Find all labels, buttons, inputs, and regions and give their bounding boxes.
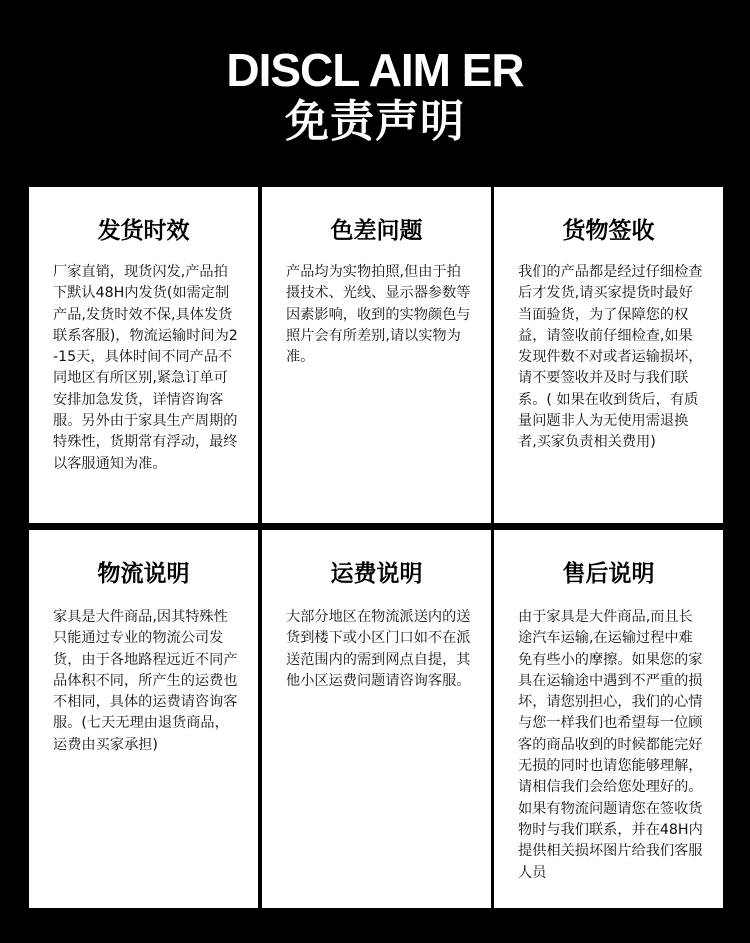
page-title-english: DISCL AIM ER (226, 44, 524, 96)
card-goods-receipt (494, 187, 723, 523)
header (0, 0, 750, 186)
card-shipping-time (29, 187, 258, 523)
card-body: 产品均为实物拍照,但由于拍摄技术、光线、显示器参数等因素影响，收到的实物颜色与照片会有所差别,请以实物为准。 (286, 264, 471, 366)
card-title: 售后说明 (562, 561, 655, 587)
card-title: 色差问题 (330, 218, 423, 244)
card-title: 物流说明 (97, 561, 190, 587)
card-freight (262, 530, 491, 908)
card-title: 发货时效 (97, 218, 190, 244)
page-title-chinese: 免责声明 (285, 96, 465, 147)
card-color-difference (262, 187, 491, 523)
card-body: 由于家具是大件商品,而且长途汽车运输,在运输过程中难免有些小的摩擦。如果您的家具在运输途中遇到不严重的损坏，请您别担心，我们的心情与您一样我们也希望每一位顾客的商品收到的时候都能完好无损的同时也请您能够理解，请相信我们会给您处理好的。如果有物流问题请您在签收货物时与我们联系，并在48H内提供相关损坏图片给我们客服人员 (518, 609, 703, 881)
card-body: 厂家直销，现货闪发,产品拍下默认48H内发货(如需定制产品,发货时效不保,具体发货联系客服)，物流运输时间为2-15天，具体时间不同产品不同地区有所区别,紧急订单可安排加急发货，详情咨询客服。另外由于家具生产周期的特殊性，货期常有浮动，最终以客服通知为准。 (53, 264, 238, 472)
card-title: 运费说明 (330, 561, 423, 587)
card-body: 家具是大件商品,因其特殊性只能通过专业的物流公司发货，由于各地路程远近不同产品体积不同，所产生的运费也不相同，具体的运费请咨询客服。(七天无理由退货商品，运费由买家承担) (53, 609, 238, 753)
card-body: 大部分地区在物流派送内的送货到楼下或小区门口如不在派送范围内的需到网点自提，其他小区运费问题请咨询客服。 (286, 609, 471, 689)
card-logistics (29, 530, 258, 908)
card-after-sales (494, 530, 723, 908)
card-body: 我们的产品都是经过仔细检查后才发货,请买家提货时最好当面验货，为了保障您的权益，请签收前仔细检查,如果发现件数不对或者运输损坏，请不要签收并及时与我们联系。( 如果在收到货后，有质量问题非人为无使用需退换者,买家负责相关费用) (518, 264, 703, 451)
card-title: 货物签收 (562, 218, 655, 244)
